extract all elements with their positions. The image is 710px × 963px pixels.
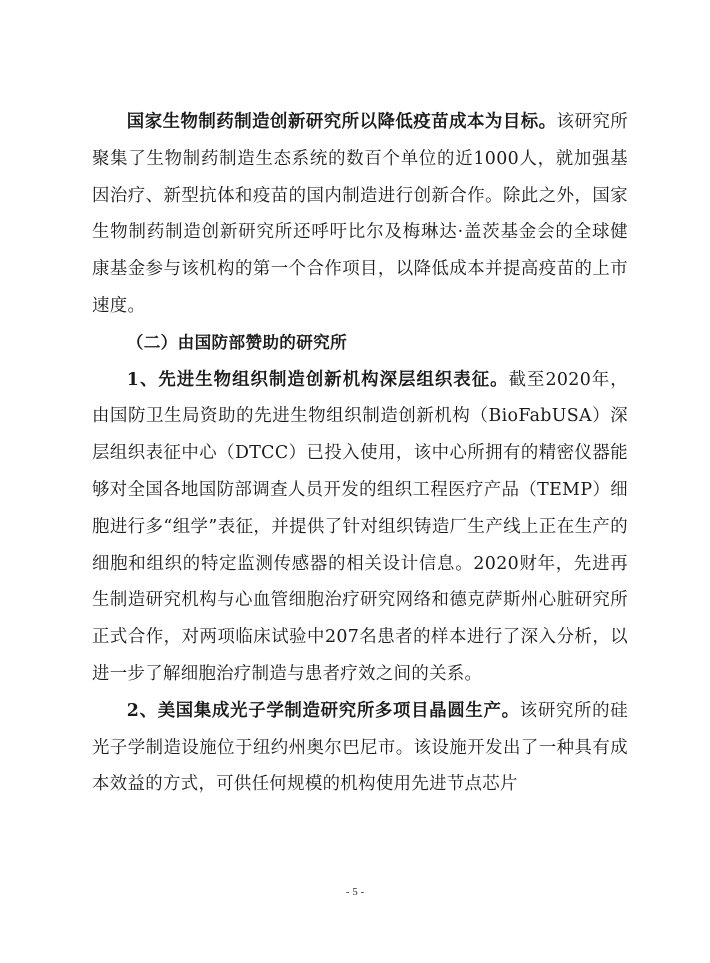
paragraph-lead: 国家生物制药制造创新研究所以降低疫苗成本为目标。 (126, 112, 557, 132)
section-heading-text: （二）由国防部赞助的研究所 (126, 332, 348, 352)
page-number: - 5 - (345, 886, 365, 898)
paragraph-body: 该研究所聚集了生物制药制造生态系统的数百个单位的近1000人，就加强基因治疗、新型抗体和疫苗的国内制造进行创新合作。除此之外，国家生物制药制造创新研究所还呼吁比尔及梅琳达·盖茨基金会的全球健康基金参与该机构的第一个合作项目，以降低成本并提高疫苗的上市速度。 (92, 112, 629, 316)
page-content (92, 104, 628, 803)
paragraph-vaccine-cost (92, 104, 628, 325)
paragraph-photonics (92, 693, 628, 803)
paragraph-biofab (92, 362, 628, 693)
paragraph-body: 截至2020年，由国防卫生局资助的先进生物组织制造创新机构（BioFabUSA）深层组织表征中心（DTCC）已投入使用，该中心所拥有的精密仪器能够对全国各地国防部调查人员开发的组织工程医疗产品（TEMP）细胞进行多“组学”表征，并提供了针对组织铸造厂生产线上正在生产的细胞和组织的特定监测传感器的相关设计信息。2020财年，先进再生制造研究机构与心血管细胞治疗研究网络和德克萨斯州心脏研究所正式合作，对两项临床试验中207名患者的样本进行了深入分析，以进一步了解细胞治疗制造与患者疗效之间的关系。 (92, 369, 629, 684)
section-heading (92, 325, 628, 362)
paragraph-body: 该研究所的硅光子学制造设施位于纽约州奥尔巴尼市。该设施开发出了一种具有成本效益的方式，可供任何规模的机构使用先进节点芯片 (92, 700, 628, 795)
paragraph-lead: 1、先进生物组织制造创新机构深层组织表征。 (126, 369, 509, 390)
paragraph-lead: 2、美国集成光子学制造研究所多项目晶圆生产。 (126, 700, 520, 721)
